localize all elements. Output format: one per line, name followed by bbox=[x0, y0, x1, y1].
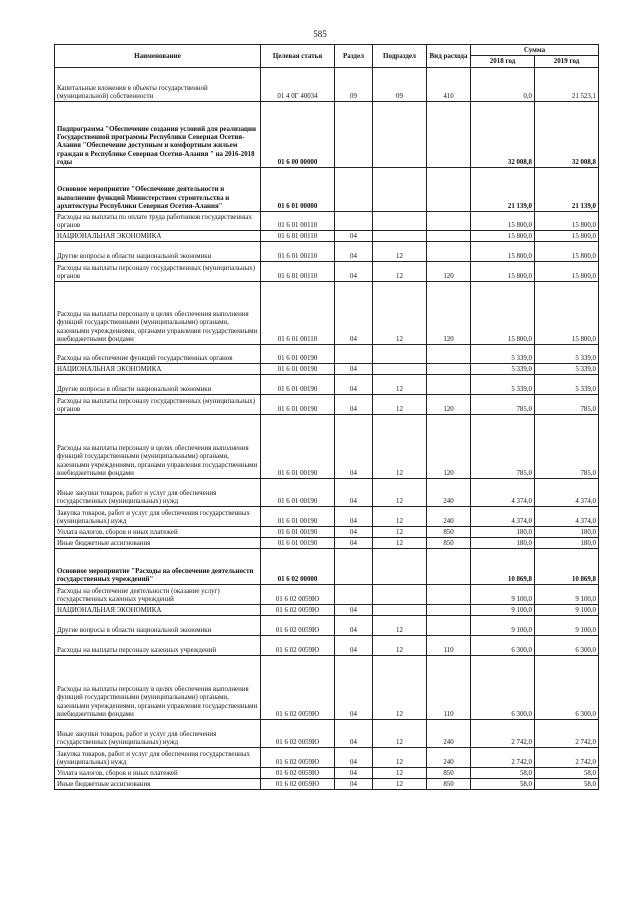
row-expense-type bbox=[427, 549, 471, 585]
row-amount-2018: 9 100,0 bbox=[471, 585, 535, 605]
row-amount-2019: 15 800,0 bbox=[535, 242, 599, 262]
table-header bbox=[55, 45, 599, 68]
row-amount-2019: 785,0 bbox=[535, 395, 599, 415]
row-amount-2018: 58,0 bbox=[471, 779, 535, 790]
row-target-code: 01 6 02 0059Ю bbox=[261, 768, 335, 779]
row-target-code: 01 6 01 00110 bbox=[261, 212, 335, 231]
row-expense-type: 240 bbox=[427, 720, 471, 748]
row-amount-2018: 785,0 bbox=[471, 415, 535, 479]
row-amount-2018: 9 100,0 bbox=[471, 605, 535, 616]
row-target-code: 01 6 01 00000 bbox=[261, 168, 335, 212]
row-amount-2018: 15 800,0 bbox=[471, 262, 535, 282]
row-amount-2018: 2 742,0 bbox=[471, 720, 535, 748]
row-expense-type: 850 bbox=[427, 779, 471, 790]
row-target-code: 01 6 01 00190 bbox=[261, 415, 335, 479]
table-row bbox=[55, 605, 599, 616]
row-expense-type: 120 bbox=[427, 282, 471, 345]
row-name: Другие вопросы в области национальной экономики bbox=[55, 242, 261, 262]
row-target-code: 01 6 00 00000 bbox=[261, 102, 335, 168]
row-subsection: 12 bbox=[373, 616, 427, 636]
row-section bbox=[335, 102, 373, 168]
row-name: Расходы на выплаты по оплате труда работников государственных органов bbox=[55, 212, 261, 231]
row-subsection: 12 bbox=[373, 720, 427, 748]
row-name: НАЦИОНАЛЬНАЯ ЭКОНОМИКА bbox=[55, 605, 261, 616]
row-name: Расходы на выплаты персоналу в целях обеспечения выполнения функций государственными (муниципальными) органами, казенными учреждениями, органами управления государственными внебюджетными фондами bbox=[55, 282, 261, 345]
row-section: 04 bbox=[335, 415, 373, 479]
row-expense-type bbox=[427, 168, 471, 212]
row-subsection bbox=[373, 345, 427, 364]
row-target-code: 01 6 01 00190 bbox=[261, 345, 335, 364]
row-section: 04 bbox=[335, 779, 373, 790]
row-expense-type bbox=[427, 364, 471, 375]
table-row bbox=[55, 395, 599, 415]
row-expense-type bbox=[427, 375, 471, 395]
row-subsection: 12 bbox=[373, 375, 427, 395]
row-subsection: 09 bbox=[373, 68, 427, 102]
row-name: Уплата налогов, сборов и иных платежей bbox=[55, 768, 261, 779]
row-target-code: 01 6 01 00190 bbox=[261, 479, 335, 507]
row-target-code: 01 6 01 00190 bbox=[261, 375, 335, 395]
row-amount-2018: 4 374,0 bbox=[471, 479, 535, 507]
row-amount-2018: 6 300,0 bbox=[471, 636, 535, 656]
table-row bbox=[55, 656, 599, 720]
row-amount-2019: 5 339,0 bbox=[535, 364, 599, 375]
row-amount-2019: 9 100,0 bbox=[535, 616, 599, 636]
row-amount-2018: 4 374,0 bbox=[471, 507, 535, 527]
row-name: Основное мероприятие "Обеспечение деятельности и выполнение функций Министерством строительства и архитектуры Республики Северная Осетия-Алания" bbox=[55, 168, 261, 212]
row-target-code: 01 6 01 00110 bbox=[261, 262, 335, 282]
table-row bbox=[55, 345, 599, 364]
row-section: 09 bbox=[335, 68, 373, 102]
row-name: Расходы на выплаты персоналу государственных (муниципальных) органов bbox=[55, 262, 261, 282]
row-subsection: 12 bbox=[373, 262, 427, 282]
row-target-code: 01 6 01 00110 bbox=[261, 282, 335, 345]
row-section: 04 bbox=[335, 720, 373, 748]
header-subsection: Подраздел bbox=[373, 45, 427, 68]
row-amount-2018: 15 800,0 bbox=[471, 282, 535, 345]
row-section: 04 bbox=[335, 768, 373, 779]
row-amount-2019: 32 008,8 bbox=[535, 102, 599, 168]
row-subsection bbox=[373, 102, 427, 168]
row-amount-2018: 0,0 bbox=[471, 68, 535, 102]
row-target-code: 01 6 01 00110 bbox=[261, 242, 335, 262]
row-section bbox=[335, 585, 373, 605]
row-section bbox=[335, 549, 373, 585]
table-row bbox=[55, 768, 599, 779]
row-expense-type bbox=[427, 212, 471, 231]
table-row bbox=[55, 507, 599, 527]
row-section: 04 bbox=[335, 636, 373, 656]
row-amount-2019: 5 339,0 bbox=[535, 375, 599, 395]
row-amount-2018: 5 339,0 bbox=[471, 375, 535, 395]
table-row bbox=[55, 538, 599, 549]
row-expense-type bbox=[427, 616, 471, 636]
row-subsection: 12 bbox=[373, 656, 427, 720]
row-subsection: 12 bbox=[373, 415, 427, 479]
row-amount-2019: 15 800,0 bbox=[535, 231, 599, 242]
row-amount-2019: 785,0 bbox=[535, 415, 599, 479]
row-expense-type: 110 bbox=[427, 636, 471, 656]
table-row bbox=[55, 779, 599, 790]
row-amount-2018: 15 800,0 bbox=[471, 212, 535, 231]
table-body bbox=[55, 68, 599, 790]
header-name: Наименование bbox=[55, 45, 261, 68]
table-row bbox=[55, 168, 599, 212]
row-target-code: 01 6 02 0059Ю bbox=[261, 656, 335, 720]
row-name: Иные закупки товаров, работ и услуг для обеспечения государственных (муниципальных) нужд bbox=[55, 720, 261, 748]
row-name: Расходы на выплаты персоналу в целях обеспечения выполнения функций государственными (муниципальными) органами, казенными учреждениями, органами управления государственными внебюджетными фондами bbox=[55, 415, 261, 479]
table-row bbox=[55, 375, 599, 395]
row-subsection: 12 bbox=[373, 748, 427, 768]
row-target-code: 01 6 02 0059Ю bbox=[261, 720, 335, 748]
row-target-code: 01 6 02 0059Ю bbox=[261, 779, 335, 790]
row-amount-2018: 10 869,8 bbox=[471, 549, 535, 585]
row-target-code: 01 6 01 00190 bbox=[261, 527, 335, 538]
row-amount-2019: 15 800,0 bbox=[535, 262, 599, 282]
row-section: 04 bbox=[335, 395, 373, 415]
budget-table bbox=[54, 44, 599, 790]
row-subsection: 12 bbox=[373, 527, 427, 538]
row-name: Расходы на обеспечение функций государственных органов bbox=[55, 345, 261, 364]
row-section: 04 bbox=[335, 507, 373, 527]
table-row bbox=[55, 549, 599, 585]
row-amount-2018: 15 800,0 bbox=[471, 231, 535, 242]
row-subsection: 12 bbox=[373, 538, 427, 549]
row-expense-type: 240 bbox=[427, 507, 471, 527]
row-amount-2019: 2 742,0 bbox=[535, 720, 599, 748]
row-amount-2019: 21 139,0 bbox=[535, 168, 599, 212]
row-section: 04 bbox=[335, 656, 373, 720]
row-subsection: 12 bbox=[373, 242, 427, 262]
header-2018: 2018 год bbox=[471, 56, 535, 68]
row-target-code: 01 6 02 0059Ю bbox=[261, 748, 335, 768]
row-subsection bbox=[373, 212, 427, 231]
row-amount-2018: 21 139,0 bbox=[471, 168, 535, 212]
row-expense-type bbox=[427, 231, 471, 242]
row-name: Расходы на выплаты персоналу в целях обеспечения выполнения функций государственными (муниципальными) органами, казенными учреждениями, органами управления государственными внебюджетными фондами bbox=[55, 656, 261, 720]
table-row bbox=[55, 527, 599, 538]
row-name: Расходы на обеспечение деятельности (оказание услуг) государственных казенных учреждений bbox=[55, 585, 261, 605]
row-amount-2018: 15 800,0 bbox=[471, 242, 535, 262]
row-section: 04 bbox=[335, 231, 373, 242]
row-section: 04 bbox=[335, 748, 373, 768]
row-amount-2019: 58,0 bbox=[535, 779, 599, 790]
row-amount-2019: 4 374,0 bbox=[535, 479, 599, 507]
row-amount-2019: 9 100,0 bbox=[535, 585, 599, 605]
row-target-code: 01 6 01 00110 bbox=[261, 231, 335, 242]
row-section bbox=[335, 168, 373, 212]
row-amount-2018: 180,0 bbox=[471, 527, 535, 538]
table-row bbox=[55, 616, 599, 636]
row-subsection: 12 bbox=[373, 479, 427, 507]
row-section: 04 bbox=[335, 616, 373, 636]
row-amount-2019: 4 374,0 bbox=[535, 507, 599, 527]
row-name: Закупка товаров, работ и услуг для обеспечения государственных (муниципальных) нужд bbox=[55, 748, 261, 768]
row-name: НАЦИОНАЛЬНАЯ ЭКОНОМИКА bbox=[55, 364, 261, 375]
row-name: Капитальные вложения в объекты государственной (муниципальной) собственности bbox=[55, 68, 261, 102]
row-expense-type bbox=[427, 102, 471, 168]
row-section: 04 bbox=[335, 479, 373, 507]
row-expense-type: 120 bbox=[427, 415, 471, 479]
row-name: Другие вопросы в области национальной экономики bbox=[55, 616, 261, 636]
table-row bbox=[55, 585, 599, 605]
row-amount-2019: 2 742,0 bbox=[535, 748, 599, 768]
row-amount-2019: 6 300,0 bbox=[535, 636, 599, 656]
row-section: 04 bbox=[335, 605, 373, 616]
row-name: Другие вопросы в области национальной экономики bbox=[55, 375, 261, 395]
row-target-code: 01 6 01 00190 bbox=[261, 507, 335, 527]
row-expense-type bbox=[427, 345, 471, 364]
row-subsection: 12 bbox=[373, 779, 427, 790]
row-section: 04 bbox=[335, 364, 373, 375]
header-section: Раздел bbox=[335, 45, 373, 68]
row-target-code: 01 6 01 00190 bbox=[261, 364, 335, 375]
table-row bbox=[55, 242, 599, 262]
row-expense-type bbox=[427, 605, 471, 616]
row-name: Иные бюджетные ассигнования bbox=[55, 538, 261, 549]
row-amount-2019: 58,0 bbox=[535, 768, 599, 779]
row-subsection: 12 bbox=[373, 636, 427, 656]
row-name: Закупка товаров, работ и услуг для обеспечения государственных (муниципальных) нужд bbox=[55, 507, 261, 527]
table-row bbox=[55, 282, 599, 345]
row-amount-2018: 58,0 bbox=[471, 768, 535, 779]
row-target-code: 01 6 01 00190 bbox=[261, 538, 335, 549]
row-amount-2018: 785,0 bbox=[471, 395, 535, 415]
row-expense-type: 110 bbox=[427, 656, 471, 720]
row-expense-type: 410 bbox=[427, 68, 471, 102]
table-row bbox=[55, 720, 599, 748]
table-row bbox=[55, 636, 599, 656]
row-subsection bbox=[373, 231, 427, 242]
row-expense-type: 240 bbox=[427, 748, 471, 768]
row-target-code: 01 6 02 0059Ю bbox=[261, 585, 335, 605]
row-amount-2019: 6 300,0 bbox=[535, 656, 599, 720]
row-name: Иные закупки товаров, работ и услуг для обеспечения государственных (муниципальных) нужд bbox=[55, 479, 261, 507]
row-subsection bbox=[373, 549, 427, 585]
row-section: 04 bbox=[335, 527, 373, 538]
row-section: 04 bbox=[335, 375, 373, 395]
row-name: Уплата налогов, сборов и иных платежей bbox=[55, 527, 261, 538]
row-expense-type: 850 bbox=[427, 768, 471, 779]
row-target-code: 01 6 01 00190 bbox=[261, 395, 335, 415]
table-row bbox=[55, 262, 599, 282]
row-amount-2018: 6 300,0 bbox=[471, 656, 535, 720]
row-name: НАЦИОНАЛЬНАЯ ЭКОНОМИКА bbox=[55, 231, 261, 242]
table-row bbox=[55, 748, 599, 768]
row-target-code: 01 6 02 0059Ю bbox=[261, 616, 335, 636]
table-row bbox=[55, 68, 599, 102]
row-section: 04 bbox=[335, 538, 373, 549]
row-amount-2019: 180,0 bbox=[535, 527, 599, 538]
row-amount-2019: 15 800,0 bbox=[535, 282, 599, 345]
table-row bbox=[55, 102, 599, 168]
row-amount-2018: 5 339,0 bbox=[471, 364, 535, 375]
row-expense-type: 120 bbox=[427, 395, 471, 415]
table-row bbox=[55, 479, 599, 507]
row-expense-type: 120 bbox=[427, 262, 471, 282]
row-subsection bbox=[373, 585, 427, 605]
row-subsection bbox=[373, 364, 427, 375]
header-type: Вид расхода bbox=[427, 45, 471, 68]
page-number: 585 bbox=[313, 29, 327, 39]
row-target-code: 01 6 02 0059Ю bbox=[261, 605, 335, 616]
table-row bbox=[55, 231, 599, 242]
row-expense-type bbox=[427, 585, 471, 605]
row-name: Расходы на выплаты персоналу государственных (муниципальных) органов bbox=[55, 395, 261, 415]
row-expense-type bbox=[427, 242, 471, 262]
row-amount-2019: 5 339,0 bbox=[535, 345, 599, 364]
row-amount-2018: 9 100,0 bbox=[471, 616, 535, 636]
row-name: Подпрограмма "Обеспечение создания условий для реализации Государственной программы Республики Северная Осетия-Алания "Обеспечение доступным и комфортным жильем граждан в Республике Северная Осетия-Алания " на 2016-2018 годы bbox=[55, 102, 261, 168]
row-subsection: 12 bbox=[373, 768, 427, 779]
row-name: Расходы на выплаты персоналу казенных учреждений bbox=[55, 636, 261, 656]
row-amount-2019: 180,0 bbox=[535, 538, 599, 549]
row-amount-2019: 10 869,8 bbox=[535, 549, 599, 585]
row-amount-2018: 5 339,0 bbox=[471, 345, 535, 364]
row-amount-2018: 32 008,8 bbox=[471, 102, 535, 168]
row-subsection bbox=[373, 605, 427, 616]
row-subsection: 12 bbox=[373, 395, 427, 415]
row-expense-type: 850 bbox=[427, 527, 471, 538]
row-target-code: 01 6 02 00000 bbox=[261, 549, 335, 585]
row-amount-2019: 9 100,0 bbox=[535, 605, 599, 616]
table-row bbox=[55, 364, 599, 375]
row-section: 04 bbox=[335, 242, 373, 262]
row-section: 04 bbox=[335, 262, 373, 282]
row-subsection: 12 bbox=[373, 282, 427, 345]
table-row bbox=[55, 415, 599, 479]
header-2019: 2019 год bbox=[535, 56, 599, 68]
row-amount-2018: 2 742,0 bbox=[471, 748, 535, 768]
row-section: 04 bbox=[335, 282, 373, 345]
row-expense-type: 240 bbox=[427, 479, 471, 507]
row-amount-2018: 180,0 bbox=[471, 538, 535, 549]
row-section bbox=[335, 212, 373, 231]
row-amount-2019: 15 800,0 bbox=[535, 212, 599, 231]
row-name: Иные бюджетные ассигнования bbox=[55, 779, 261, 790]
row-section bbox=[335, 345, 373, 364]
header-amount: Сумма bbox=[471, 45, 599, 56]
row-amount-2019: 21 523,1 bbox=[535, 68, 599, 102]
row-expense-type: 850 bbox=[427, 538, 471, 549]
row-subsection: 12 bbox=[373, 507, 427, 527]
row-subsection bbox=[373, 168, 427, 212]
table-row bbox=[55, 212, 599, 231]
row-target-code: 01 4 0Г 40034 bbox=[261, 68, 335, 102]
header-code: Целевая статья bbox=[261, 45, 335, 68]
row-name: Основное мероприятие "Расходы на обеспечение деятельности государственных учреждений" bbox=[55, 549, 261, 585]
row-target-code: 01 6 02 0059Ю bbox=[261, 636, 335, 656]
